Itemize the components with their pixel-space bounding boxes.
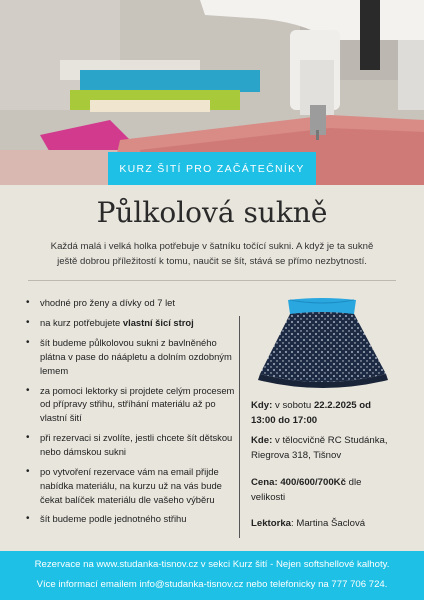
divider xyxy=(28,280,396,281)
footer-line-1: Rezervace na www.studanka-tisnov.cz v sekci Kurz šití - Nejen softshellové kalhoty. xyxy=(34,559,390,570)
footer-line-2: Více informací emailem info@studanka-tisnov.cz nebo telefonicky na 777 706 724. xyxy=(36,579,388,590)
list-item: • vhodné pro ženy a dívky od 7 let xyxy=(26,297,175,308)
skirt-photo xyxy=(248,296,398,388)
bullet-icon: • xyxy=(26,316,30,328)
bullet-icon: • xyxy=(26,297,30,308)
bullet-icon: • xyxy=(26,432,30,444)
bullet-icon: • xyxy=(26,336,30,348)
intro-line-1: Každá malá i velká holka potřebuje v šatníku točící sukni. A když je ta sukně xyxy=(50,241,374,252)
page-title: Půlkolová sukně xyxy=(96,196,328,229)
info-when: Kdy: v sobotu 22.2.2025 od 13:00 do 17:00 xyxy=(251,400,372,426)
footer-bar xyxy=(0,551,424,600)
course-banner xyxy=(108,152,316,185)
intro-text xyxy=(28,240,396,269)
info-where: Kde: v tělocvičně RC Studánka, Riegrova 318, Tišnov xyxy=(251,435,388,461)
vertical-divider xyxy=(239,316,240,538)
bullet-icon: • xyxy=(26,513,30,525)
course-features-list xyxy=(26,296,241,532)
list-item: • po vytvoření rezervace vám na email přijde nabídka materiálu, na kurzu už na vás bude čekat balíček materiálu dle vašeho výběru xyxy=(26,465,222,505)
course-banner-text: KURZ ŠITÍ PRO ZAČÁTEČNÍKY xyxy=(119,162,305,175)
intro-line-2: ještě dobrou příležitostí k tomu, naučit se šít, stává se přímo nezbytností. xyxy=(57,255,367,267)
info-price: Cena: 400/600/700Kč dle velikosti xyxy=(251,477,362,503)
list-item: • šít budeme půlkolovou sukni z bavlněného plátna v pase do náápletu a dolním ozdobným lemem xyxy=(26,336,232,376)
bullet-icon: • xyxy=(26,384,30,396)
bullet-icon: • xyxy=(26,465,30,477)
list-item: • šít budeme podle jednotného střihu xyxy=(26,513,187,525)
list-item: • za pomoci lektorky si projdete celým procesem od přípravy střihu, stříhání materiálu až po vlastní šití xyxy=(26,384,235,424)
list-item: • při rezervaci si zvolíte, jestli chcete šít dětskou nebo dámskou sukni xyxy=(26,432,233,457)
info-lecturer: Lektorka: Martina Šaclová xyxy=(251,518,366,529)
list-item: • na kurz potřebujete vlastní šicí stroj xyxy=(26,316,194,328)
